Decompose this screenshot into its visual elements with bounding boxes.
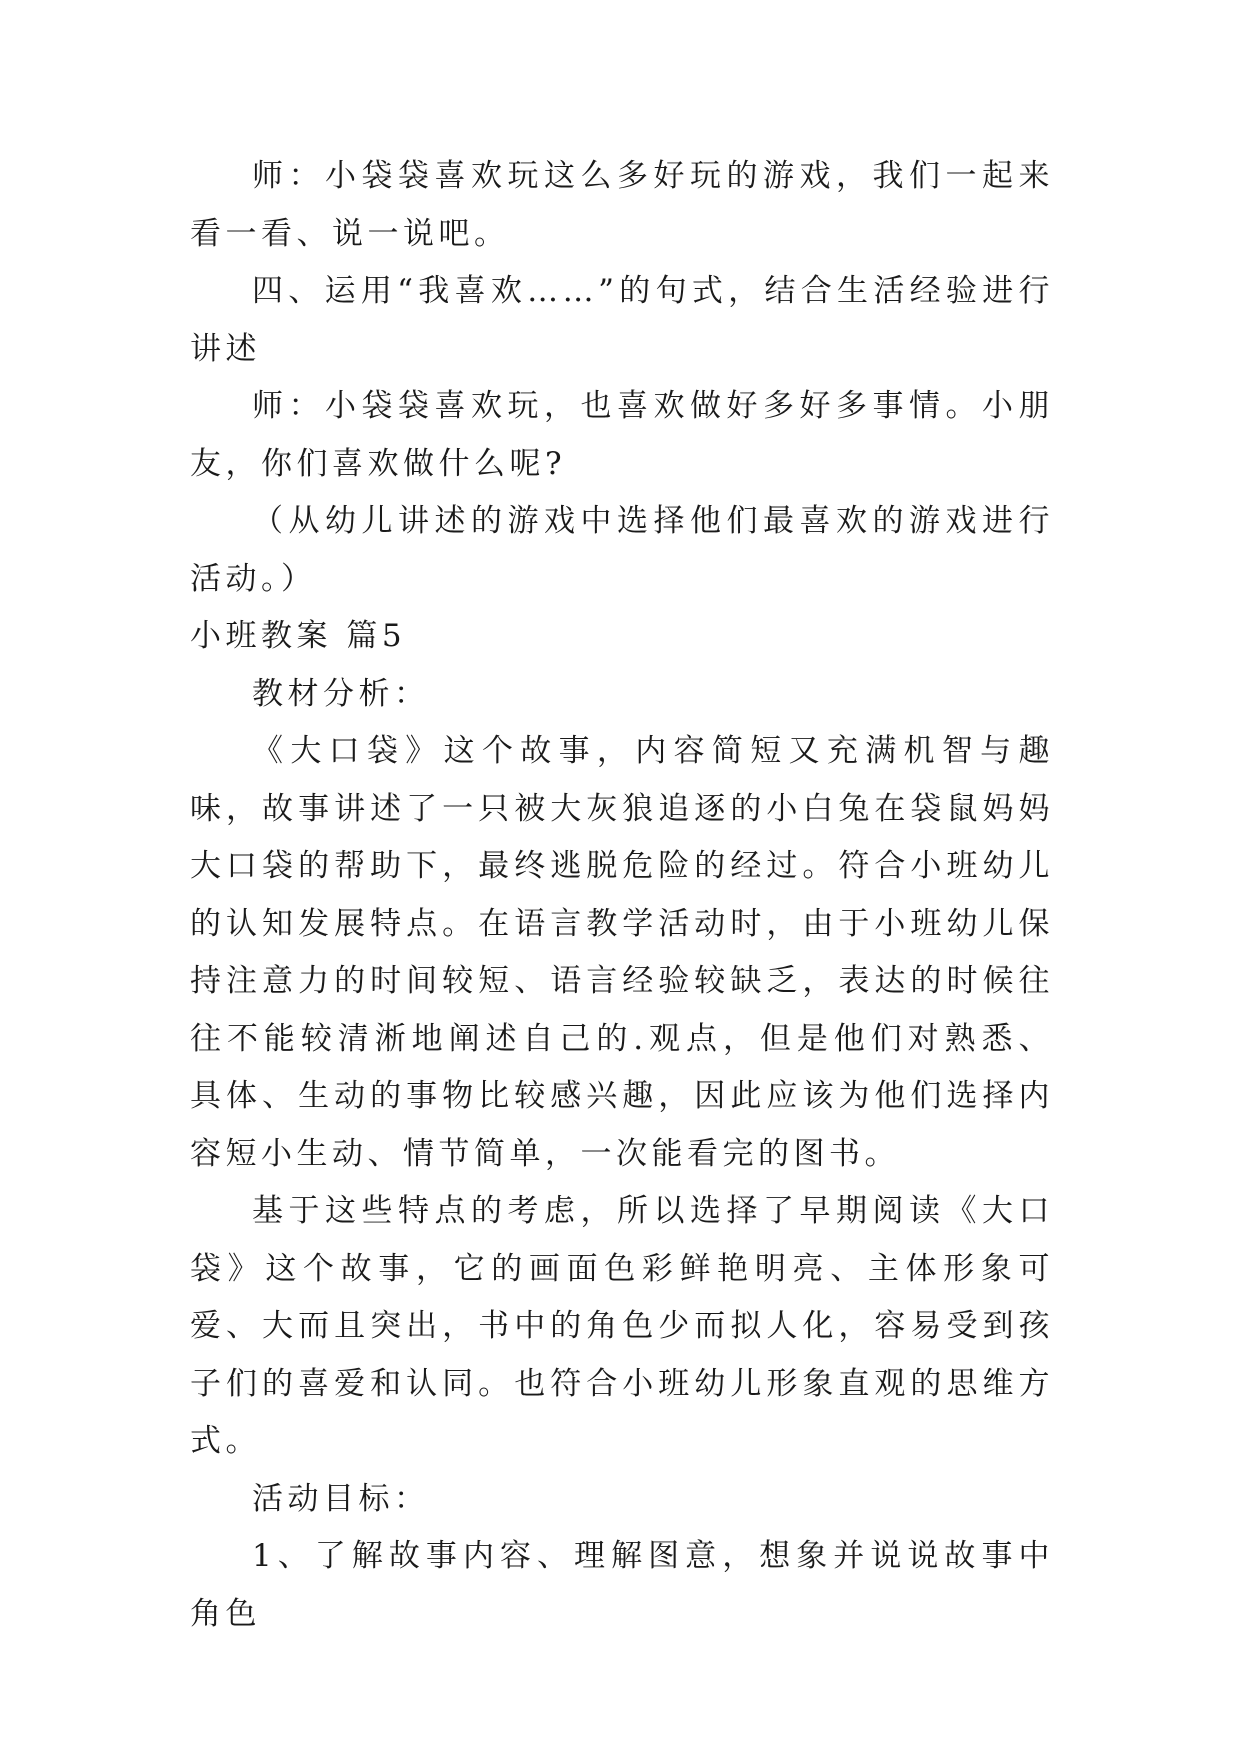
paragraph-story-analysis: 《大口袋》这个故事，内容简短又充满机智与趣味，故事讲述了一只被大灰狼追逐的小白兔在袋鼠妈妈大口袋的帮助下，最终逃脱危险的经过。符合小班幼儿的认知发展特点。在语言教学活动时，由于小班幼儿保持注意力的时间较短、语言经验较缺乏，表达的时候往往不能较清淅地阐述自己的.观点，但是他们对熟悉、具体、生动的事物比较感兴趣，因此应该为他们选择内容短小生动、情节简单，一次能看完的图书。	[190, 733, 1054, 1172]
document-body	[190, 148, 1054, 1643]
paragraph-selection-reason: 基于这些特点的考虑，所以选择了早期阅读《大口袋》这个故事，它的画面色彩鲜艳明亮、主体形象可爱、大而且突出，书中的角色少而拟人化，容易受到孩子们的喜爱和认同。也符合小班幼儿形象直观的思维方式。	[190, 1193, 1054, 1459]
heading-activity-goals: 活动目标：	[252, 1480, 430, 1517]
paragraph-activity-note: （从幼儿讲述的游戏中选择他们最喜欢的游戏进行活动。）	[190, 503, 1054, 597]
paragraph-teacher-intro: 师：小袋袋喜欢玩这么多好玩的游戏，我们一起来看一看、说一说吧。	[190, 158, 1054, 252]
heading-material-analysis: 教材分析：	[252, 675, 430, 712]
paragraph-teacher-question: 师：小袋袋喜欢玩，也喜欢做好多好多事情。小朋友，你们喜欢做什么呢?	[190, 388, 1054, 482]
paragraph-step-four-heading: 四、运用“我喜欢……”的句式，结合生活经验进行讲述	[190, 273, 1054, 367]
paragraph-goal-one: 1、了解故事内容、理解图意，想象并说说故事中角色	[190, 1538, 1054, 1632]
section-title: 小班教案 篇5	[190, 618, 407, 654]
